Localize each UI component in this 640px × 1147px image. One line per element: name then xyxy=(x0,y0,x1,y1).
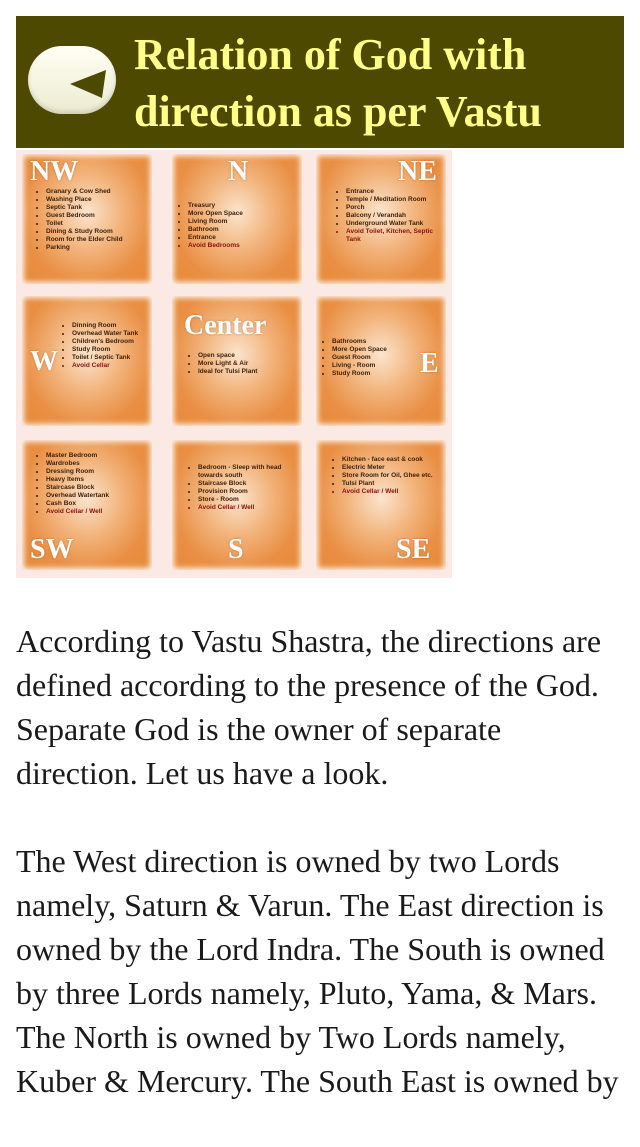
direction-label: NW xyxy=(30,156,79,187)
direction-label: SW xyxy=(30,534,74,565)
list-item: • Cash Box xyxy=(46,500,152,508)
room-list xyxy=(62,322,152,370)
article-body xyxy=(16,619,626,1147)
direction-label: E xyxy=(420,348,439,379)
cell-e xyxy=(316,296,446,426)
cell-se xyxy=(316,440,446,570)
list-item: • Toilet xyxy=(46,220,152,228)
list-item: • Staircase Block xyxy=(46,484,152,492)
paragraph-intro: According to Vastu Shastra, the directions are defined according to the presence of the God. Separate God is the owner of separate direction. Let us have a look. xyxy=(16,623,602,791)
list-item: • Living Room xyxy=(188,218,300,226)
room-list xyxy=(188,464,302,512)
list-item: • Temple / Meditation Room xyxy=(346,196,446,204)
cell-sw xyxy=(22,440,152,570)
list-item: • Open space xyxy=(198,352,302,360)
list-item: • Overhead Water Tank xyxy=(72,330,152,338)
list-item: • Dining & Study Room xyxy=(46,228,152,236)
room-list xyxy=(188,352,302,376)
direction-label: S xyxy=(228,534,244,565)
cell-s xyxy=(172,440,302,570)
list-item: • Balcony / Verandah xyxy=(346,212,446,220)
room-list xyxy=(336,188,446,244)
direction-label: SE xyxy=(396,534,431,565)
list-item: • Heavy Items xyxy=(46,476,152,484)
direction-label: W xyxy=(30,346,58,377)
list-item: • Store Room for Oil, Ghee etc. xyxy=(342,472,446,480)
back-arrow-icon xyxy=(28,46,116,114)
cell-center xyxy=(172,296,302,426)
list-item: • Children's Bedroom xyxy=(72,338,152,346)
list-item: • Provision Room xyxy=(198,488,302,496)
list-item: • Staircase Block xyxy=(198,480,302,488)
cell-ne xyxy=(316,154,446,284)
direction-label: NE xyxy=(398,156,437,187)
list-item: • Room for the Elder Child xyxy=(46,236,152,244)
list-item: • Ideal for Tulsi Plant xyxy=(198,368,302,376)
list-item: • Dinning Room xyxy=(72,322,152,330)
cell-nw xyxy=(22,154,152,284)
list-item: • Treasury xyxy=(188,202,300,210)
room-list xyxy=(322,338,428,378)
direction-label: Center xyxy=(184,310,267,341)
list-item: • Bedroom - Sleep with head towards south xyxy=(198,464,302,480)
list-item: • Guest Bedroom xyxy=(46,212,152,220)
room-list xyxy=(178,202,300,250)
list-item: • Septic Tank xyxy=(46,204,152,212)
list-item: • Tulsi Plant xyxy=(342,480,446,488)
room-list xyxy=(36,188,152,252)
list-item: • Wardrobes xyxy=(46,460,152,468)
list-item: • Master Bedroom xyxy=(46,452,152,460)
list-item: • Kitchen - face east & cook xyxy=(342,456,446,464)
list-item: • More Open Space xyxy=(332,346,428,354)
list-item: • Store - Room xyxy=(198,496,302,504)
room-list xyxy=(36,452,152,516)
list-item: • Dressing Room xyxy=(46,468,152,476)
list-item: • Guest Room xyxy=(332,354,428,362)
list-item: • Bathroom xyxy=(188,226,300,234)
list-item: • Avoid Cellar xyxy=(72,362,152,370)
cell-w xyxy=(22,296,152,426)
list-item: • Living - Room xyxy=(332,362,428,370)
list-item: • Study Room xyxy=(72,346,152,354)
room-list xyxy=(332,456,446,496)
list-item: • More Open Space xyxy=(188,210,300,218)
list-item: • Entrance xyxy=(188,234,300,242)
list-item: • Porch xyxy=(346,204,446,212)
list-item: • Electric Meter xyxy=(342,464,446,472)
vastu-direction-chart xyxy=(16,150,452,578)
list-item: • Bathrooms xyxy=(332,338,428,346)
list-item: • Avoid Bedrooms xyxy=(188,242,300,250)
page-title: Relation of God with direction as per Vastu xyxy=(134,30,542,136)
list-item: • Avoid Cellar / Well xyxy=(198,504,302,512)
list-item: • Avoid Cellar / Well xyxy=(342,488,446,496)
list-item: • Washing Place xyxy=(46,196,152,204)
list-item: • Overhead Watertank xyxy=(46,492,152,500)
list-item: • Toilet / Septic Tank xyxy=(72,354,152,362)
list-item: • More Light & Air xyxy=(198,360,302,368)
list-item: • Avoid Toilet, Kitchen, Septic Tank xyxy=(346,228,446,244)
list-item: • Study Room xyxy=(332,370,428,378)
header-bar xyxy=(16,16,624,148)
list-item: • Avoid Cellar / Well xyxy=(46,508,152,516)
list-item: • Granary & Cow Shed xyxy=(46,188,152,196)
cell-n xyxy=(172,154,302,284)
direction-label: N xyxy=(228,156,249,187)
list-item: • Entrance xyxy=(346,188,446,196)
back-button[interactable] xyxy=(28,46,116,114)
list-item: • Underground Water Tank xyxy=(346,220,446,228)
list-item: • Parking xyxy=(46,244,152,252)
paragraph-directions: The West direction is owned by two Lords namely, Saturn & Varun. The East direction is owned by the Lord Indra. The South is owned by three Lords namely, Pluto, Yama, & Mars. The North is owned by Two Lords namely, Kuber & Mercury. The South East is owned by xyxy=(16,843,619,1099)
